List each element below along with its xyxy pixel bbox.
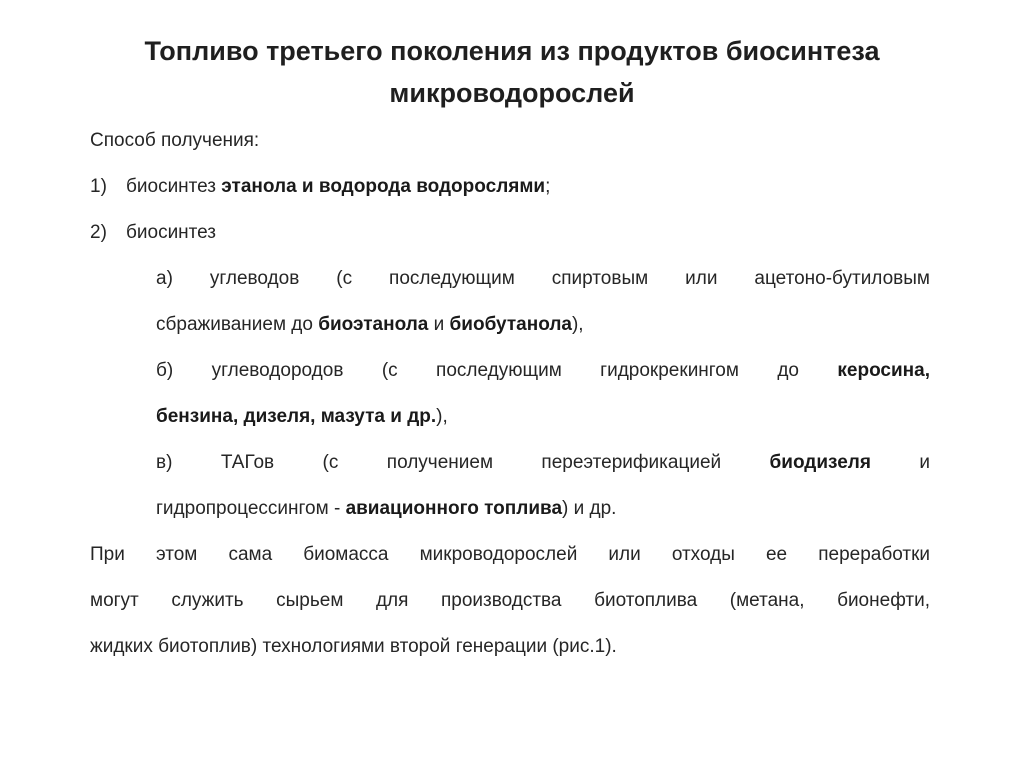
- sub-item-c-tail-2: ) и др.: [562, 498, 617, 519]
- title-line-1: Топливо третьего поколения из продуктов биосинтеза: [144, 36, 880, 66]
- sub-item-a-tail: ),: [571, 314, 584, 335]
- sub-item-a-row-2: [156, 302, 930, 348]
- list-item-2-text: биосинтез: [126, 222, 217, 243]
- list-item-1-plain: биосинтез: [126, 176, 222, 197]
- list-item-2-number: 2): [90, 222, 107, 243]
- sub-item-b-bold-2: бензина, дизеля, мазута и др.: [156, 406, 437, 427]
- closing-paragraph: [90, 532, 930, 670]
- closing-paragraph-row-1: При этом сама биомасса микроводорослей или отходы ее переработки: [90, 544, 930, 565]
- sub-item-c-plain-1: в) ТАГов (с получением переэтерификацией: [156, 452, 770, 473]
- closing-paragraph-row-2: могут служить сырьем для производства биотоплива (метана, бионефти,: [90, 590, 930, 611]
- method-label: Способ получения:: [90, 130, 260, 151]
- sub-item-c-bold-2: авиационного топлива: [345, 498, 563, 519]
- sub-item-c-bold-1: биодизеля: [769, 452, 871, 473]
- sub-item-a-bold-1: биоэтанола: [318, 314, 429, 335]
- sub-item-c-row-2: [156, 486, 930, 532]
- list-item-2: [90, 210, 930, 256]
- sub-item-a-bold-2: биобутанола: [449, 314, 572, 335]
- sub-item-a-row-1: а) углеводов (с последующим спиртовым или ацетоно-бутиловым: [156, 268, 930, 289]
- sub-item-b-tail: ),: [436, 406, 448, 427]
- list-item-1-text: [126, 164, 550, 210]
- sub-item-b-plain: б) углеводородов (с последующим гидрокрекингом до: [156, 360, 838, 381]
- list-item-1-number: 1): [90, 176, 107, 197]
- sub-item-c: [156, 440, 930, 532]
- sub-item-b: [156, 348, 930, 440]
- sub-item-c-plain-2: гидропроцессингом -: [156, 498, 346, 519]
- slide-title: [90, 30, 934, 114]
- list-item-1-tail: ;: [545, 176, 551, 197]
- list-item-1-bold: этанола и водорода водорослями: [221, 176, 546, 197]
- closing-paragraph-row-3: жидких биотоплив) технологиями второй генерации (рис.1).: [90, 636, 617, 657]
- sub-item-a-plain-1: сбраживанием до: [156, 314, 319, 335]
- sub-item-b-row-2: [156, 394, 930, 440]
- slide-body: [90, 118, 930, 670]
- sub-item-c-row-1: [156, 440, 930, 486]
- sub-item-c-tail-1: и: [870, 452, 930, 473]
- list-item-1: [90, 164, 930, 210]
- sub-item-a-plain-2: и: [428, 314, 450, 335]
- sub-item-b-row-1: [156, 348, 930, 394]
- sub-item-b-bold-1: керосина,: [837, 360, 930, 381]
- sub-item-a: [156, 256, 930, 348]
- title-line-2: микроводорослей: [389, 78, 635, 108]
